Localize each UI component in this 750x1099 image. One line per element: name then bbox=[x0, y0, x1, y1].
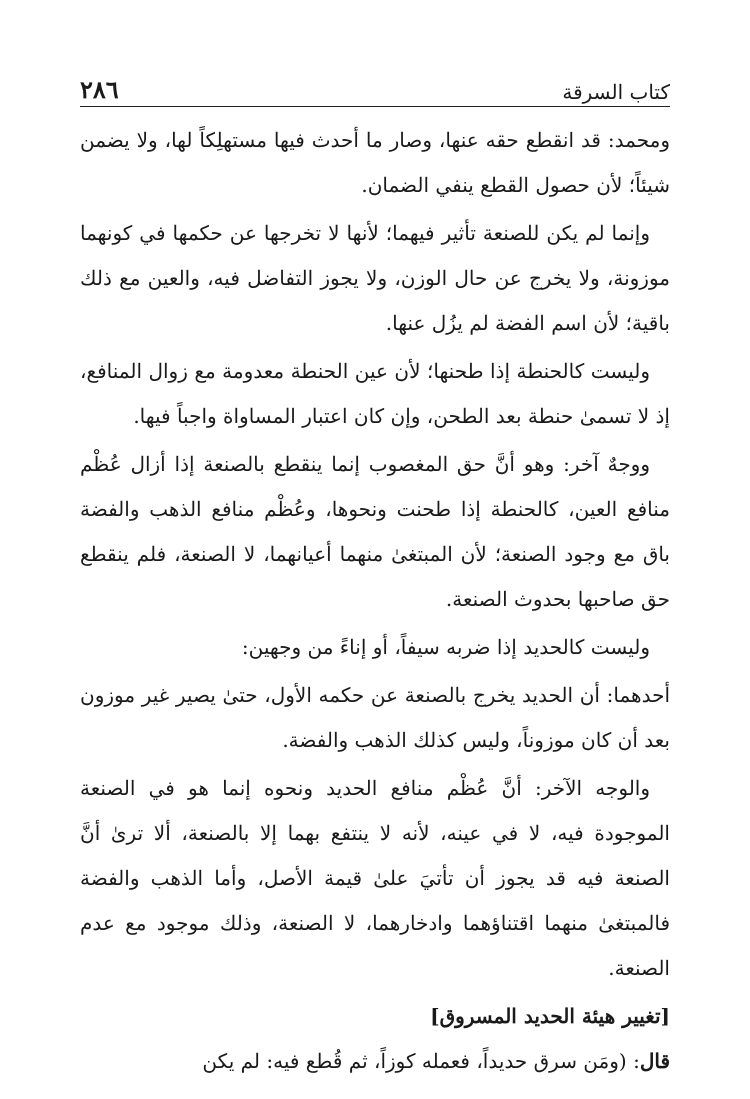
section-heading: [تغيير هيئة الحديد المسروق] bbox=[430, 1004, 670, 1028]
qala-text: : (ومَن سرق حديداً، فعمله كوزاً، ثم قُطع فيه: لم يكن bbox=[202, 1049, 640, 1073]
paragraph: أحدهما: أن الحديد يخرج بالصنعة عن حكمه الأول، حتىٰ يصير غير موزون بعد أن كان موزوناً، وليس كذلك الذهب والفضة. bbox=[80, 683, 670, 752]
page-body bbox=[80, 118, 670, 1087]
paragraph: وليست كالحنطة إذا طحنها؛ لأن عين الحنطة معدومة مع زوال المنافع، إذ لا تسمىٰ حنطة بعد الطحن، وإن كان اعتبار المساواة واجباً فيها. bbox=[80, 359, 670, 428]
page-number: ٢٨٦ bbox=[80, 75, 119, 104]
page-header bbox=[80, 62, 670, 107]
paragraph: والوجه الآخر: أنَّ عُظْم منافع الحديد ونحوه إنما هو في الصنعة الموجودة فيه، لا في عينه، لأنه لا ينتفع بهما إلا بالصنعة، ألا ترىٰ أنَّ الصنعة فيه قد يجوز أن تأتيَ علىٰ قيمة الأصل، وأما الذهب والفضة فالمبتغىٰ منهما اقتناؤهما وادخارهما، لا الصنعة، وذلك موجود مع عدم الصنعة. bbox=[80, 776, 670, 980]
paragraph: ومحمد: قد انقطع حقه عنها، وصار ما أحدث فيها مستهلِكاً لها، ولا يضمن شيئاً؛ لأن حصول القطع ينفي الضمان. bbox=[80, 128, 670, 197]
paragraph: ووجهٌ آخر: وهو أنَّ حق المغصوب إنما ينقطع بالصنعة إذا أزال عُظْم منافع العين، كالحنطة إذا طحنت ونحوها، وعُظْم منافع الذهب والفضة باق مع وجود الصنعة؛ لأن المبتغىٰ منهما أعيانهما، لا الصنعة، فلم ينقطع حق صاحبها بحدوث الصنعة. bbox=[80, 452, 670, 611]
qala-paragraph bbox=[80, 1039, 670, 1084]
paragraph: وليست كالحديد إذا ضربه سيفاً، أو إناءً من وجهين: bbox=[241, 635, 650, 659]
book-title: كتاب السرقة bbox=[562, 80, 670, 104]
paragraph: وإنما لم يكن للصنعة تأثير فيهما؛ لأنها لا تخرجها عن حكمها في كونهما موزونة، ولا يخرج عن حال الوزن، ولا يجوز التفاضل فيه، والعين مع ذلك باقية؛ لأن اسم الفضة لم يزُل عنها. bbox=[80, 221, 670, 335]
qala-label: قال bbox=[639, 1049, 670, 1073]
